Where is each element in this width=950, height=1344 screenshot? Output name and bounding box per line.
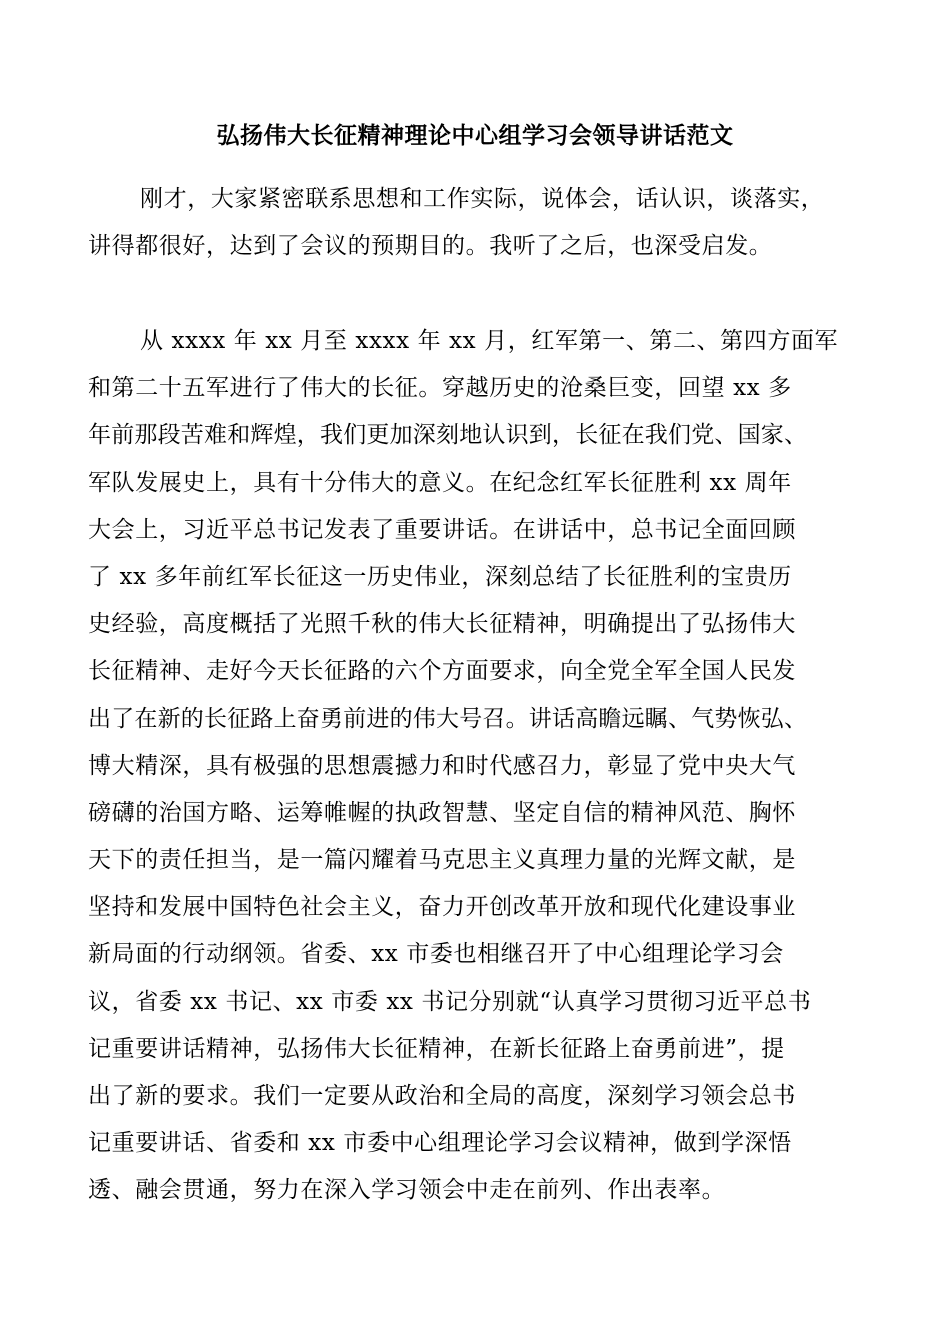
paragraph-1 <box>88 176 863 270</box>
paragraph-line: 透、融会贯通，努力在深入学习领会中走在前列、作出表率。 <box>88 1177 726 1204</box>
paragraph-line: 议，省委 xx 书记、xx 市委 xx 书记分别就“认真学习贯彻习近平总书 <box>88 988 812 1015</box>
paragraph-line: 军队发展史上，具有十分伟大的意义。在纪念红军长征胜利 xx 周年 <box>88 469 792 496</box>
paragraph-line: 史经验，高度概括了光照千秋的伟大长征精神，明确提出了弘扬伟大 <box>88 611 796 638</box>
paragraph-line: 磅礴的治国方略、运筹帷幄的执政智慧、坚定自信的精神风范、胸怀 <box>88 799 796 826</box>
paragraph-line: 和第二十五军进行了伟大的长征。穿越历史的沧桑巨变，回望 xx 多 <box>88 375 792 402</box>
paragraph-line: 坚持和发展中国特色社会主义，奋力开创改革开放和现代化建设事业 <box>88 894 796 921</box>
paragraph-line: 记重要讲话、省委和 xx 市委中心组理论学习会议精神，做到学深悟 <box>88 1130 792 1157</box>
paragraph-line: 新局面的行动纲领。省委、xx 市委也相继召开了中心组理论学习会 <box>88 941 784 968</box>
paragraph-line: 出了新的要求。我们一定要从政治和全局的高度，深刻学习领会总书 <box>88 1083 796 1109</box>
paragraph-line: 讲得都很好，达到了会议的预期目的。我听了之后，也深受启发。 <box>88 233 773 260</box>
paragraph-line: 天下的责任担当，是一篇闪耀着马克思主义真理力量的光辉文献，是 <box>88 847 796 874</box>
paragraph-line: 年前那段苦难和辉煌，我们更加深刻地认识到，长征在我们党、国家、 <box>88 422 808 449</box>
paragraph-line: 长征精神、走好今天长征路的六个方面要求，向全党全军全国人民发 <box>88 658 796 685</box>
paragraph-line: 大会上，习近平总书记发表了重要讲话。在讲话中，总书记全面回顾 <box>88 516 796 543</box>
paragraph-line: 从 xxxx 年 xx 月至 xxxx 年 xx 月，红军第一、第二、第四方面军 <box>140 328 839 354</box>
paragraph-2 <box>88 318 863 1215</box>
paragraph-line: 了 xx 多年前红军长征这一历史伟业，深刻总结了长征胜利的宝贵历 <box>88 563 792 590</box>
paragraph-line: 记重要讲话精神，弘扬伟大长征精神，在新长征路上奋勇前进”，提 <box>88 1035 785 1062</box>
paragraph-line: 博大精深，具有极强的思想震撼力和时代感召力，彰显了党中央大气 <box>88 752 796 779</box>
document-title: 弘扬伟大长征精神理论中心组学习会领导讲话范文 <box>216 122 734 149</box>
paragraph-line: 出了在新的长征路上奋勇前进的伟大号召。讲话高瞻远瞩、气势恢弘、 <box>88 705 808 732</box>
paragraph-line: 刚才，大家紧密联系思想和工作实际，说体会，话认识，谈落实， <box>140 186 825 212</box>
